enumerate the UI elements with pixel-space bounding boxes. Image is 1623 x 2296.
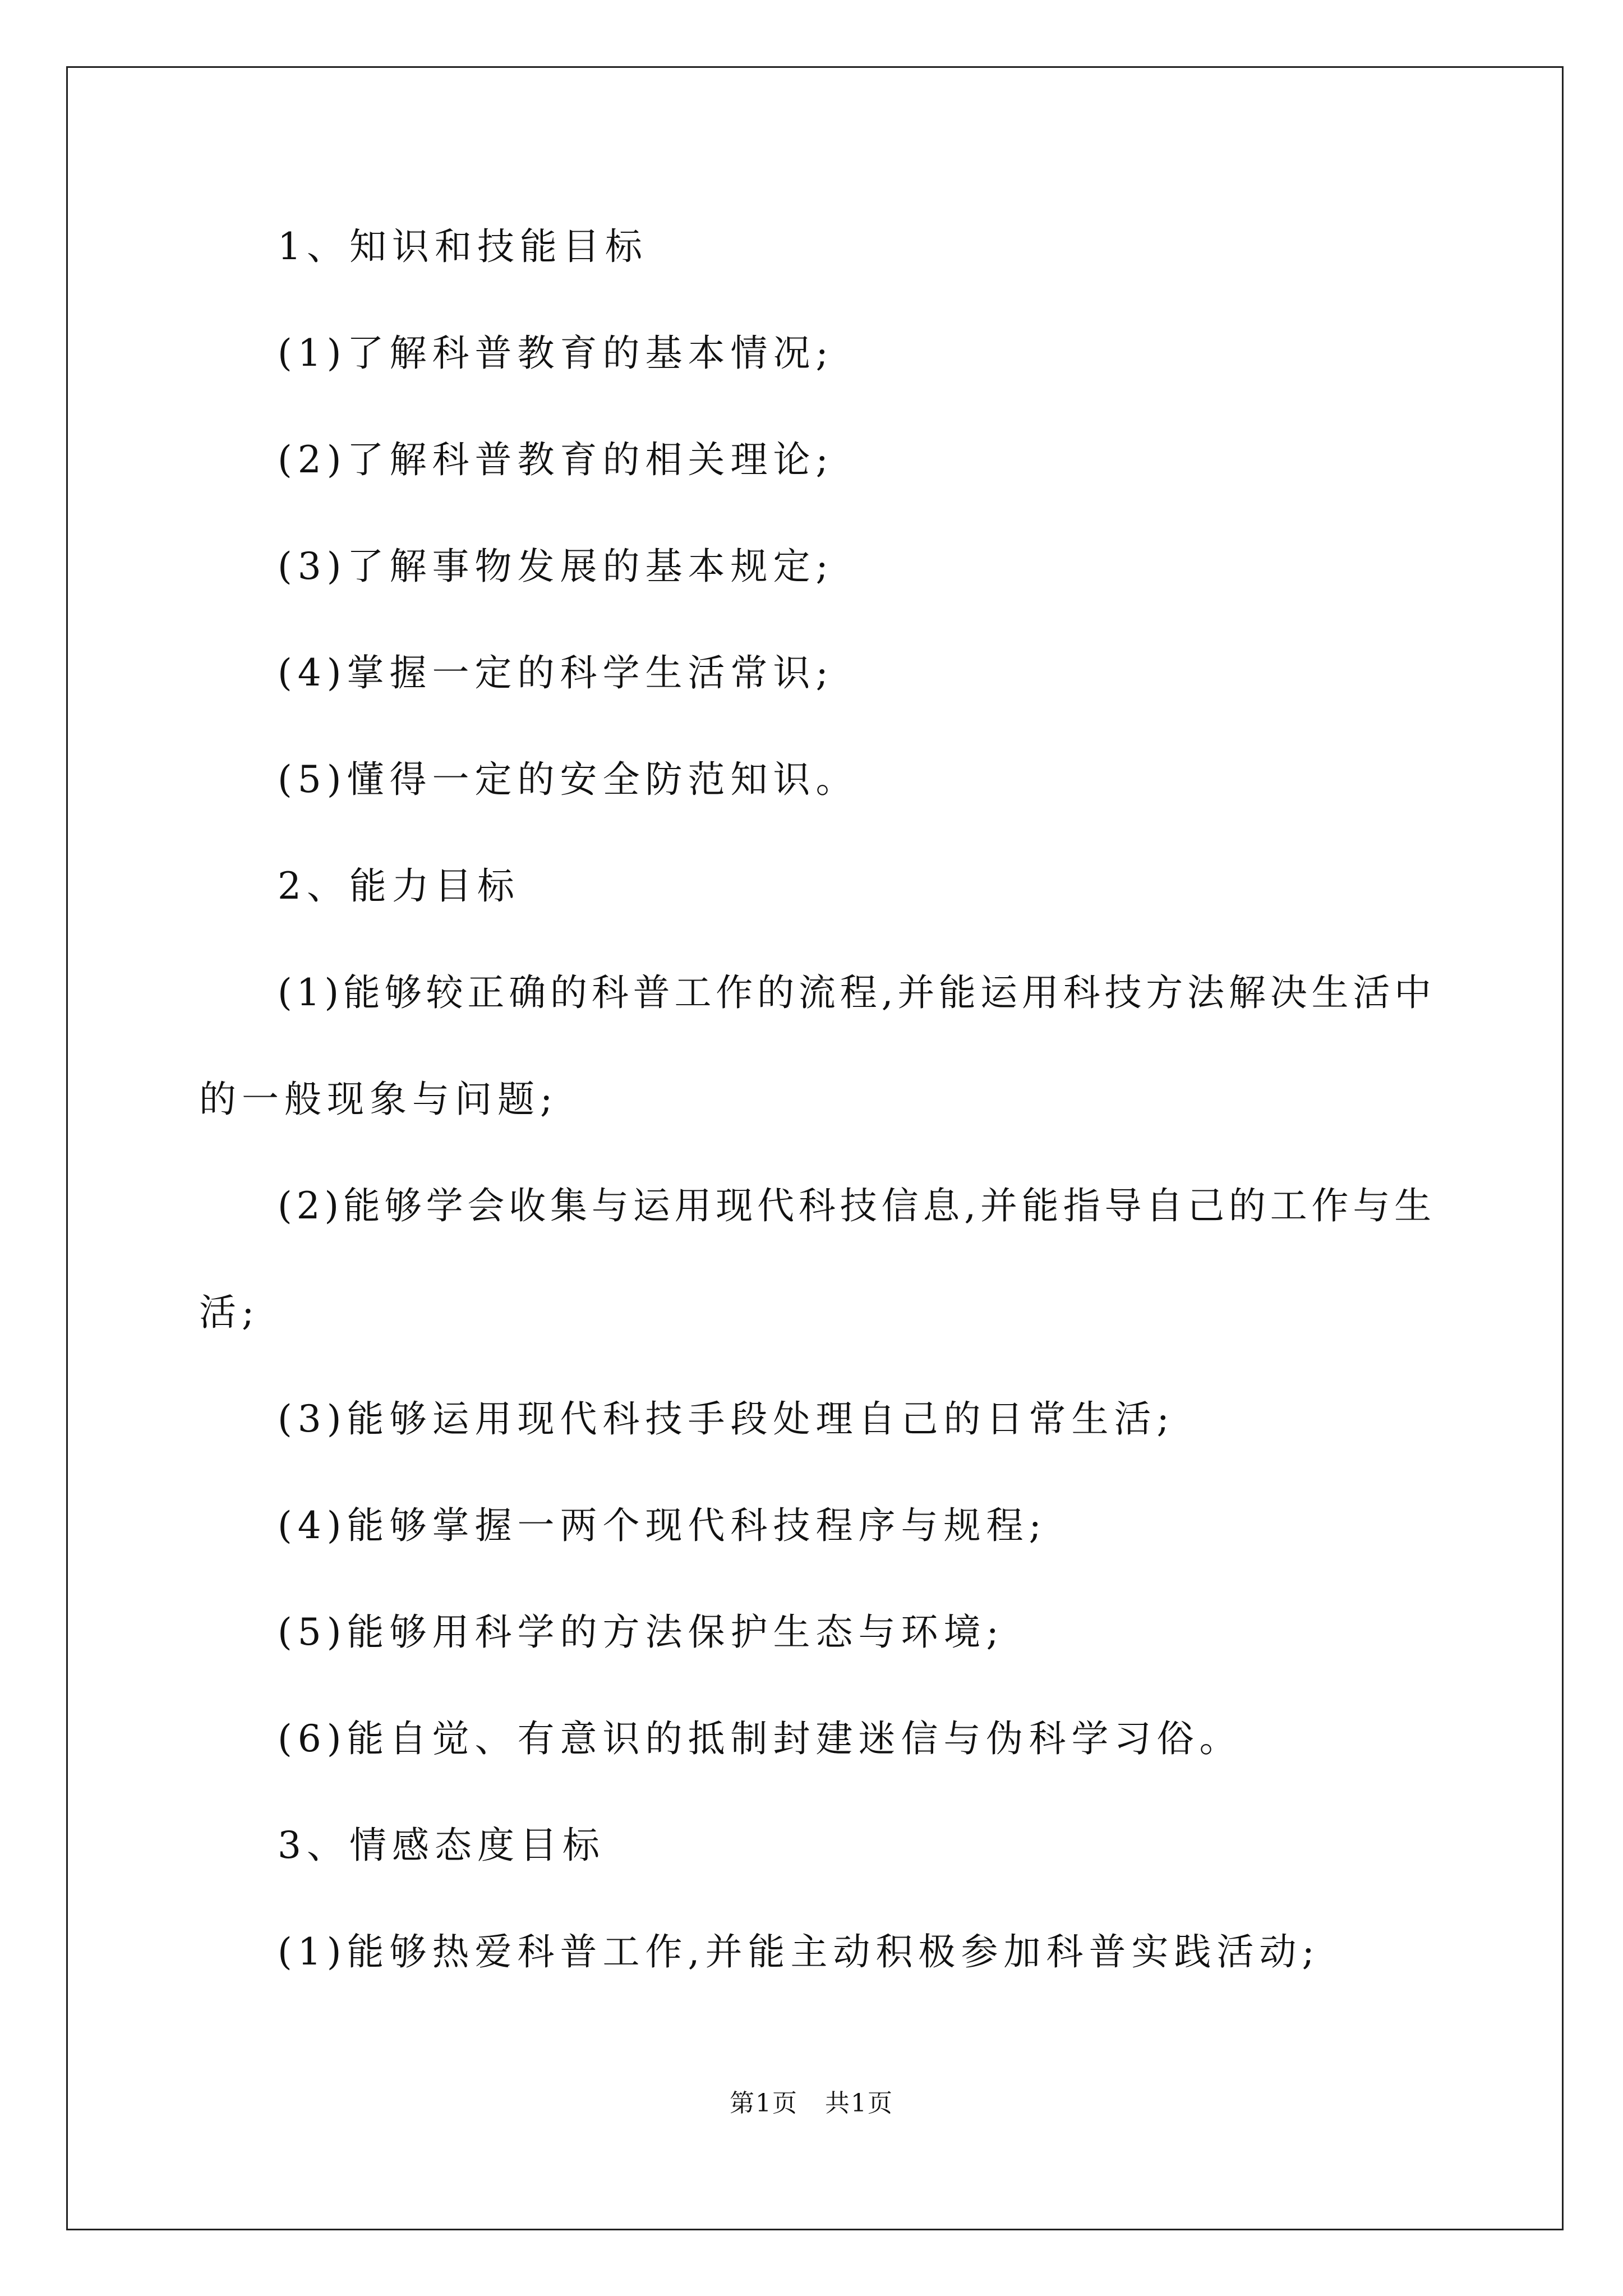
list-item: (3)了解事物发展的基本规定; — [278, 545, 834, 588]
list-item-continuation: 的一般现象与问题; — [199, 1078, 559, 1121]
list-item-continuation: 活; — [199, 1291, 260, 1334]
list-item: (3)能够运用现代科技手段处理自己的日常生活; — [278, 1397, 1175, 1441]
page-border — [66, 66, 1564, 2230]
list-item: (5)能够用科学的方法保护生态与环境; — [278, 1611, 1004, 1654]
list-item: (2)了解科普教育的相关理论; — [278, 438, 834, 481]
list-item: (4)掌握一定的科学生活常识; — [278, 651, 834, 694]
section-heading: 3、情感态度目标 — [278, 1824, 605, 1867]
list-item: (4)能够掌握一两个现代科技程序与规程; — [278, 1504, 1047, 1547]
list-item: (1)能够较正确的科普工作的流程,并能运用科技方法解决生活中 — [278, 971, 1436, 1014]
list-item: (1)了解科普教育的基本情况; — [278, 332, 834, 375]
list-item: (6)能自觉、有意识的抵制封建迷信与伪科学习俗。 — [278, 1717, 1242, 1760]
list-item: (5)懂得一定的安全防范知识。 — [278, 758, 859, 801]
section-heading: 2、能力目标 — [278, 864, 520, 908]
list-item: (2)能够学会收集与运用现代科技信息,并能指导自己的工作与生 — [278, 1184, 1436, 1227]
list-item: (1)能够热爱科普工作,并能主动积极参加科普实践活动; — [278, 1930, 1320, 1973]
section-heading: 1、知识和技能目标 — [278, 225, 648, 268]
page-footer: 第1页 共1页 — [730, 2089, 893, 2118]
